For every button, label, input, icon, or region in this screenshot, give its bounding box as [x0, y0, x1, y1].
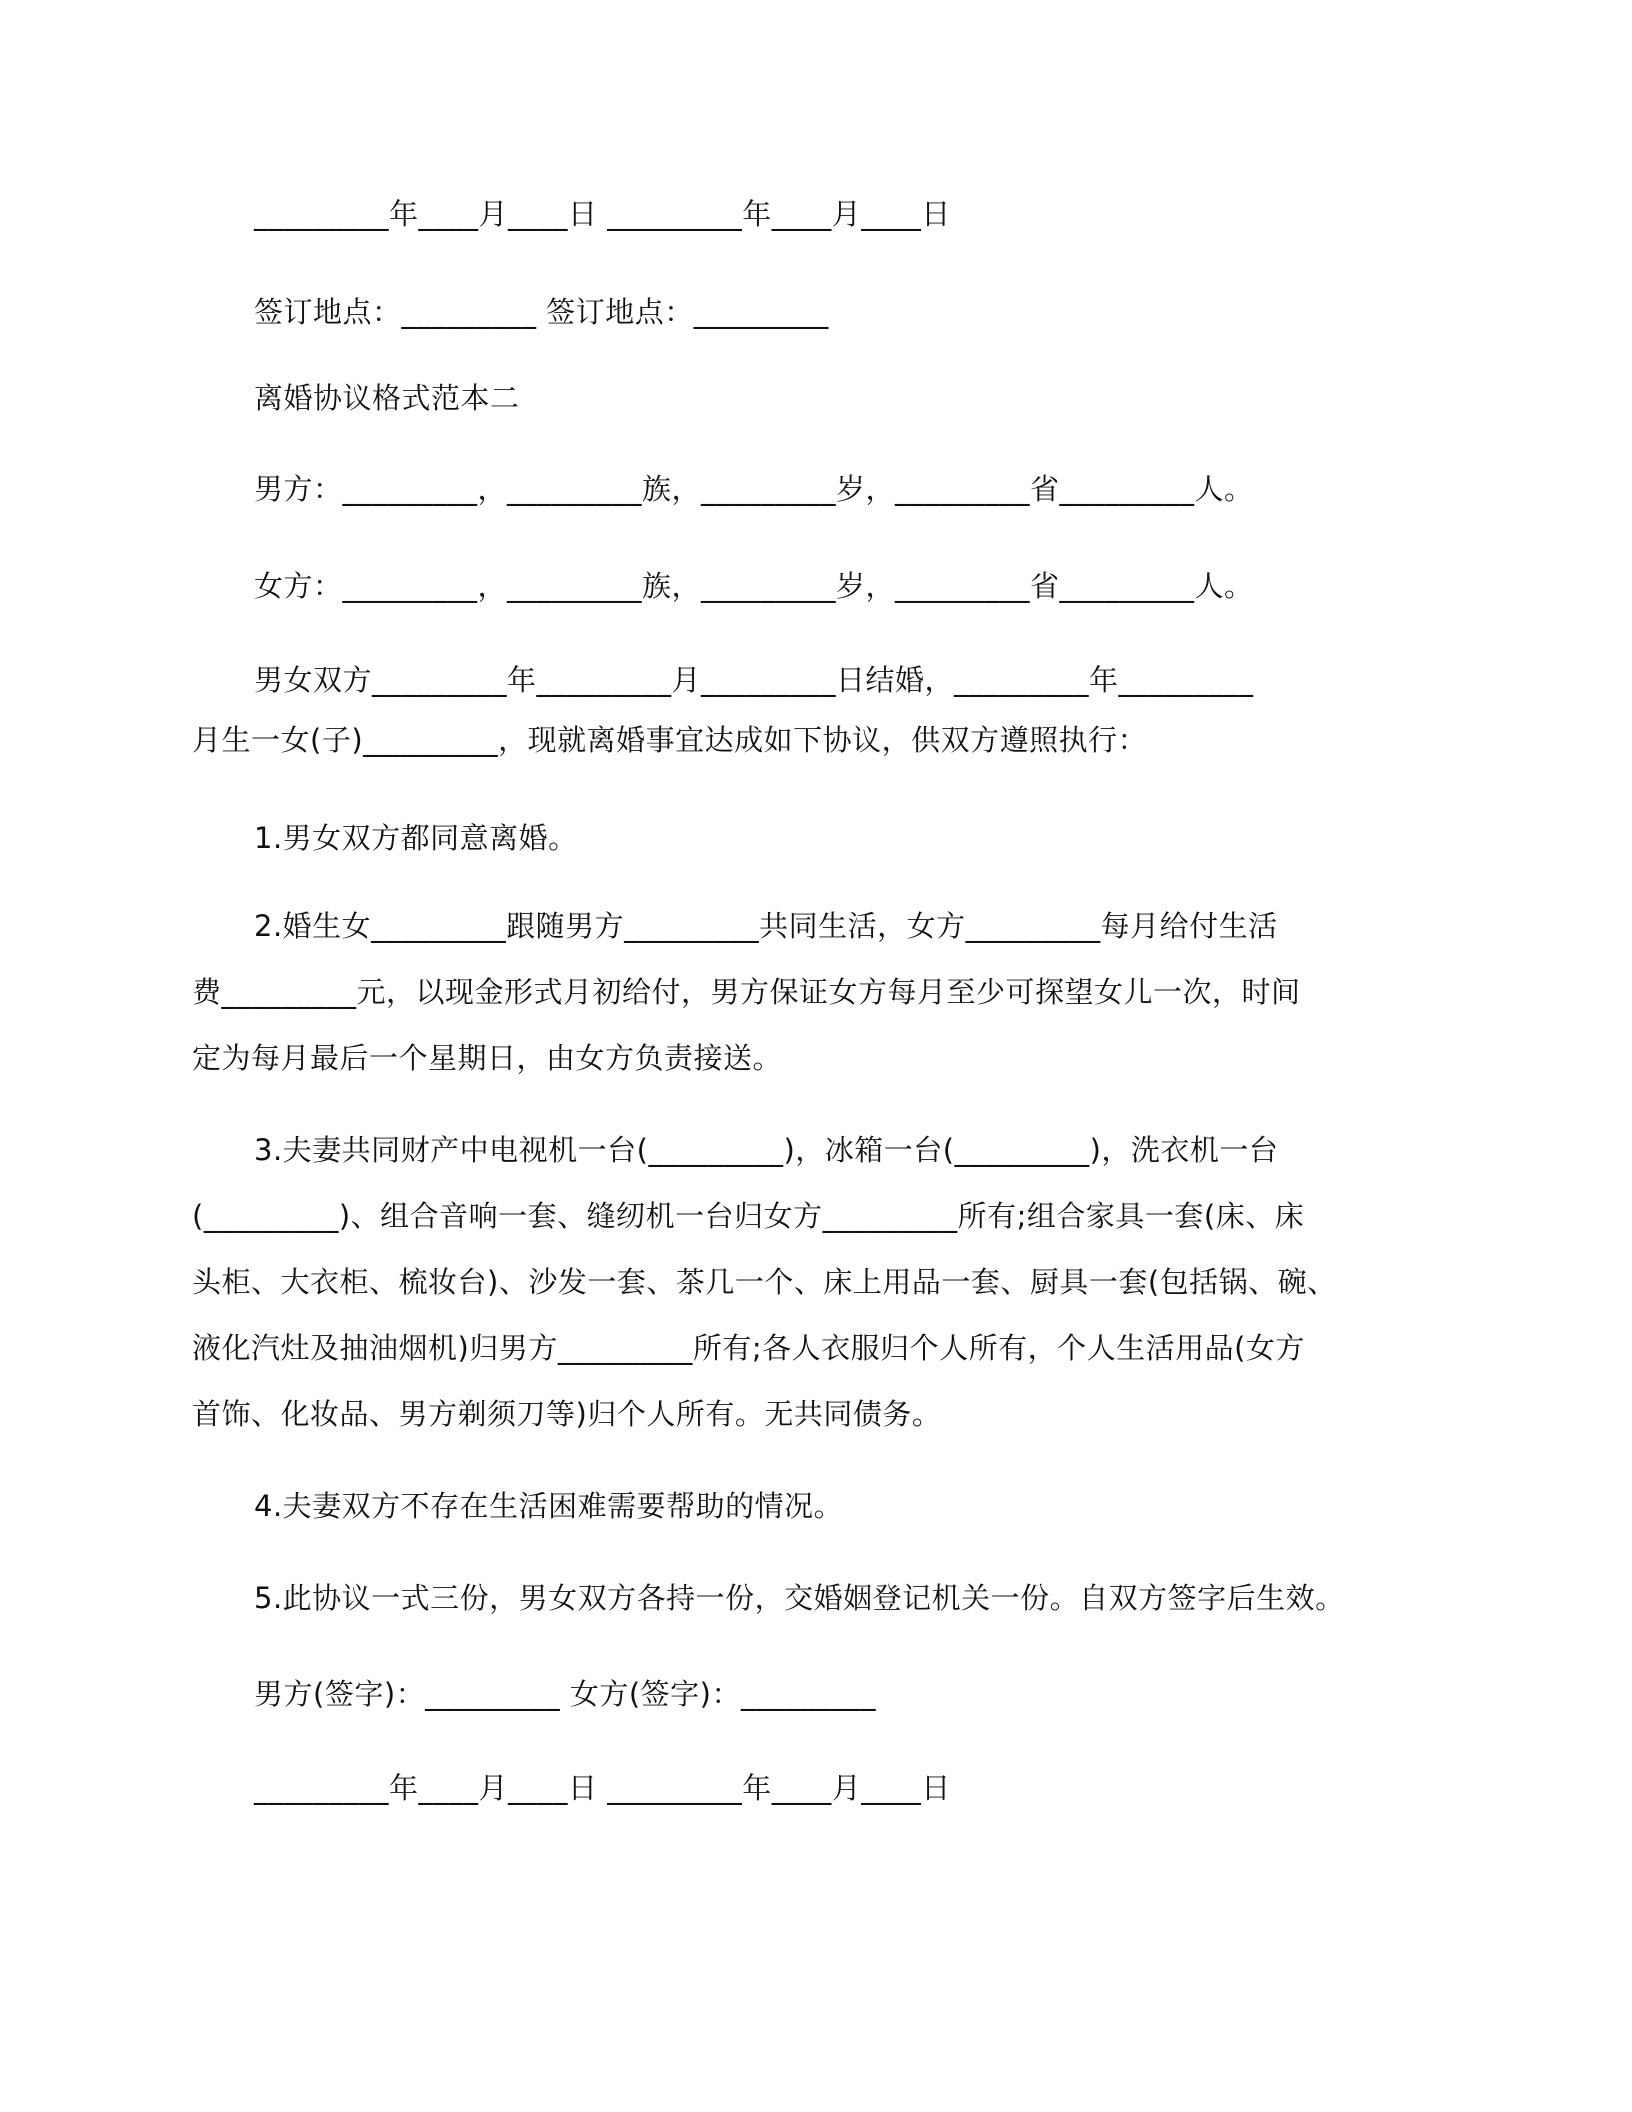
clause-2-line-2: 费_________元，以现金形式月初给付，男方保证女方每月至少可探望女儿一次，时间 [192, 975, 1301, 1009]
clause-1: 1.男女双方都同意离婚。 [254, 821, 578, 855]
clause-3-line-3: 头柜、大衣柜、梳妆台)、沙发一套、茶几一个、床上用品一套、厨具一套(包括锅、碗、 [192, 1265, 1337, 1299]
section-title: 离婚协议格式范本二 [254, 381, 520, 415]
clause-2-line-1: 2.婚生女_________跟随男方_________共同生活，女方_________每月给付生活 [254, 909, 1278, 943]
marriage-paragraph-line-2: 月生一女(子)_________，现就离婚事宜达成如下协议，供双方遵照执行： [192, 723, 1148, 757]
signature-line: 男方(签字)：_________ 女方(签字)：_________ [254, 1677, 876, 1711]
marriage-paragraph-line-1: 男女双方_________年_________月_________日结婚，_________年_________ [254, 663, 1254, 697]
clause-5: 5.此协议一式三份，男女双方各持一份，交婚姻登记机关一份。自双方签字后生效。 [254, 1581, 1345, 1615]
clause-3-line-2: (_________)、组合音响一套、缝纫机一台归女方_________所有;组合家具一套(床、床 [192, 1199, 1305, 1233]
clause-3-line-1: 3.夫妻共同财产中电视机一台(_________)，冰箱一台(_________)，洗衣机一台 [254, 1133, 1279, 1167]
clause-3-line-5: 首饰、化妆品、男方剃须刀等)归个人所有。无共同债务。 [192, 1397, 942, 1431]
sign-place-line: 签订地点：_________ 签订地点：_________ [254, 295, 829, 329]
date-line-top: _________年____月____日 _________年____月____日 [254, 197, 951, 231]
clause-3-line-4: 液化汽灶及抽油烟机)归男方_________所有;各人衣服归个人所有，个人生活用品(女方 [192, 1331, 1305, 1365]
clause-4: 4.夫妻双方不存在生活困难需要帮助的情况。 [254, 1489, 844, 1523]
male-party-line: 男方：_________，_________族，_________岁，_________省_________人。 [254, 472, 1254, 506]
clause-2-line-3: 定为每月最后一个星期日，由女方负责接送。 [192, 1041, 783, 1075]
date-line-bottom: _________年____月____日 _________年____月____日 [254, 1771, 951, 1805]
female-party-line: 女方：_________，_________族，_________岁，_________省_________人。 [254, 569, 1254, 603]
